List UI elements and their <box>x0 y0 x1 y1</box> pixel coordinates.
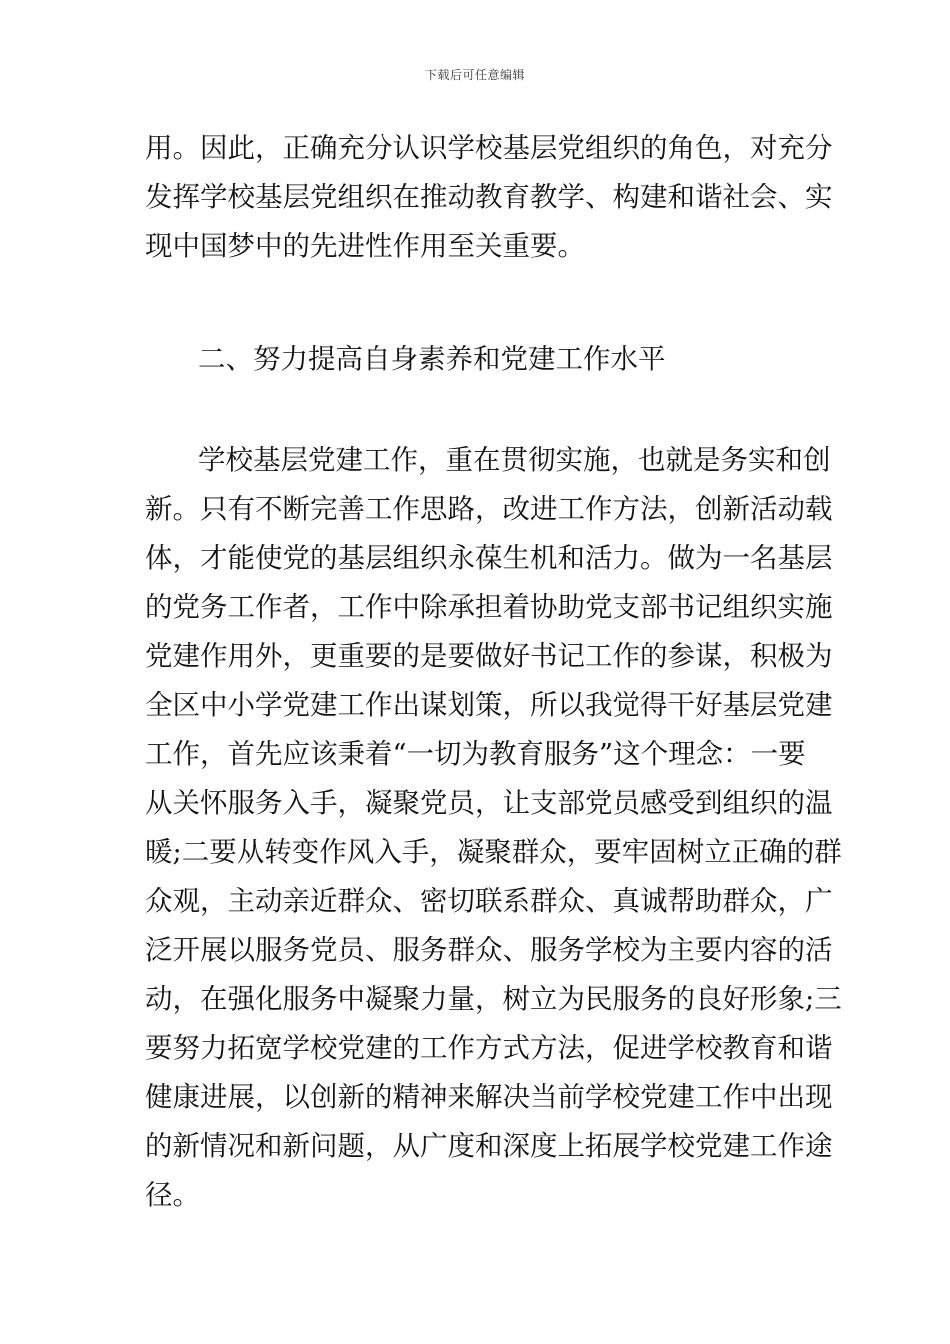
text-line: 体，才能使党的基层组织永葆生机和活力。做为一名基层 <box>145 542 833 574</box>
text-line: 暖;二要从转变作风入手，凝聚群众，要牢固树立正确的群 <box>145 836 842 868</box>
text-line: 的党务工作者，工作中除承担着协助党支部书记组织实施 <box>145 591 833 623</box>
paragraph-continued <box>145 128 833 275</box>
text-line: 发挥学校基层党组织在推动教育教学、构建和谐社会、实 <box>145 181 833 213</box>
text-line: 的新情况和新问题，从广度和深度上拓展学校党建工作途 <box>145 1130 833 1162</box>
download-note: 下载后可任意编辑 <box>424 68 525 82</box>
text-line: 径。 <box>145 1179 200 1211</box>
text-line: 全区中小学党建工作出谋划策，所以我觉得干好基层党建 <box>145 689 833 721</box>
text-line: 从关怀服务入手，凝聚党员，让支部党员感受到组织的温 <box>145 787 833 819</box>
paragraph-gap <box>145 388 807 440</box>
text-line: 工作，首先应该秉着“一切为教育服务”这个理念：一要 <box>145 738 806 770</box>
paragraph-gap <box>145 275 807 339</box>
text-line: 用。因此，正确充分认识学校基层党组织的角色，对充分 <box>145 132 833 164</box>
text-line: 众观，主动亲近群众、密切联系群众、真诚帮助群众，广 <box>145 885 833 917</box>
text-line: 健康进展，以创新的精神来解决当前学校党建工作中出现 <box>145 1081 833 1113</box>
text-line: 泛开展以服务党员、服务群众、服务学校为主要内容的活 <box>145 934 833 966</box>
text-line: 学校基层党建工作，重在贯彻实施，也就是务实和创 <box>198 444 831 476</box>
text-line: 现中国梦中的先进性作用至关重要。 <box>145 230 585 262</box>
section-heading: 二、努力提高自身素养和党建工作水平 <box>198 343 666 375</box>
text-line: 动，在强化服务中凝聚力量，树立为民服务的良好形象;三 <box>145 983 842 1015</box>
text-line: 新。只有不断完善工作思路，改进工作方法，创新活动载 <box>145 493 833 525</box>
text-line: 党建作用外，更重要的是要做好书记工作的参谋，积极为 <box>145 640 833 672</box>
paragraph-main <box>145 440 842 1224</box>
document-body <box>145 128 842 1224</box>
text-line: 要努力拓宽学校党建的工作方式方法，促进学校教育和谐 <box>145 1032 833 1064</box>
